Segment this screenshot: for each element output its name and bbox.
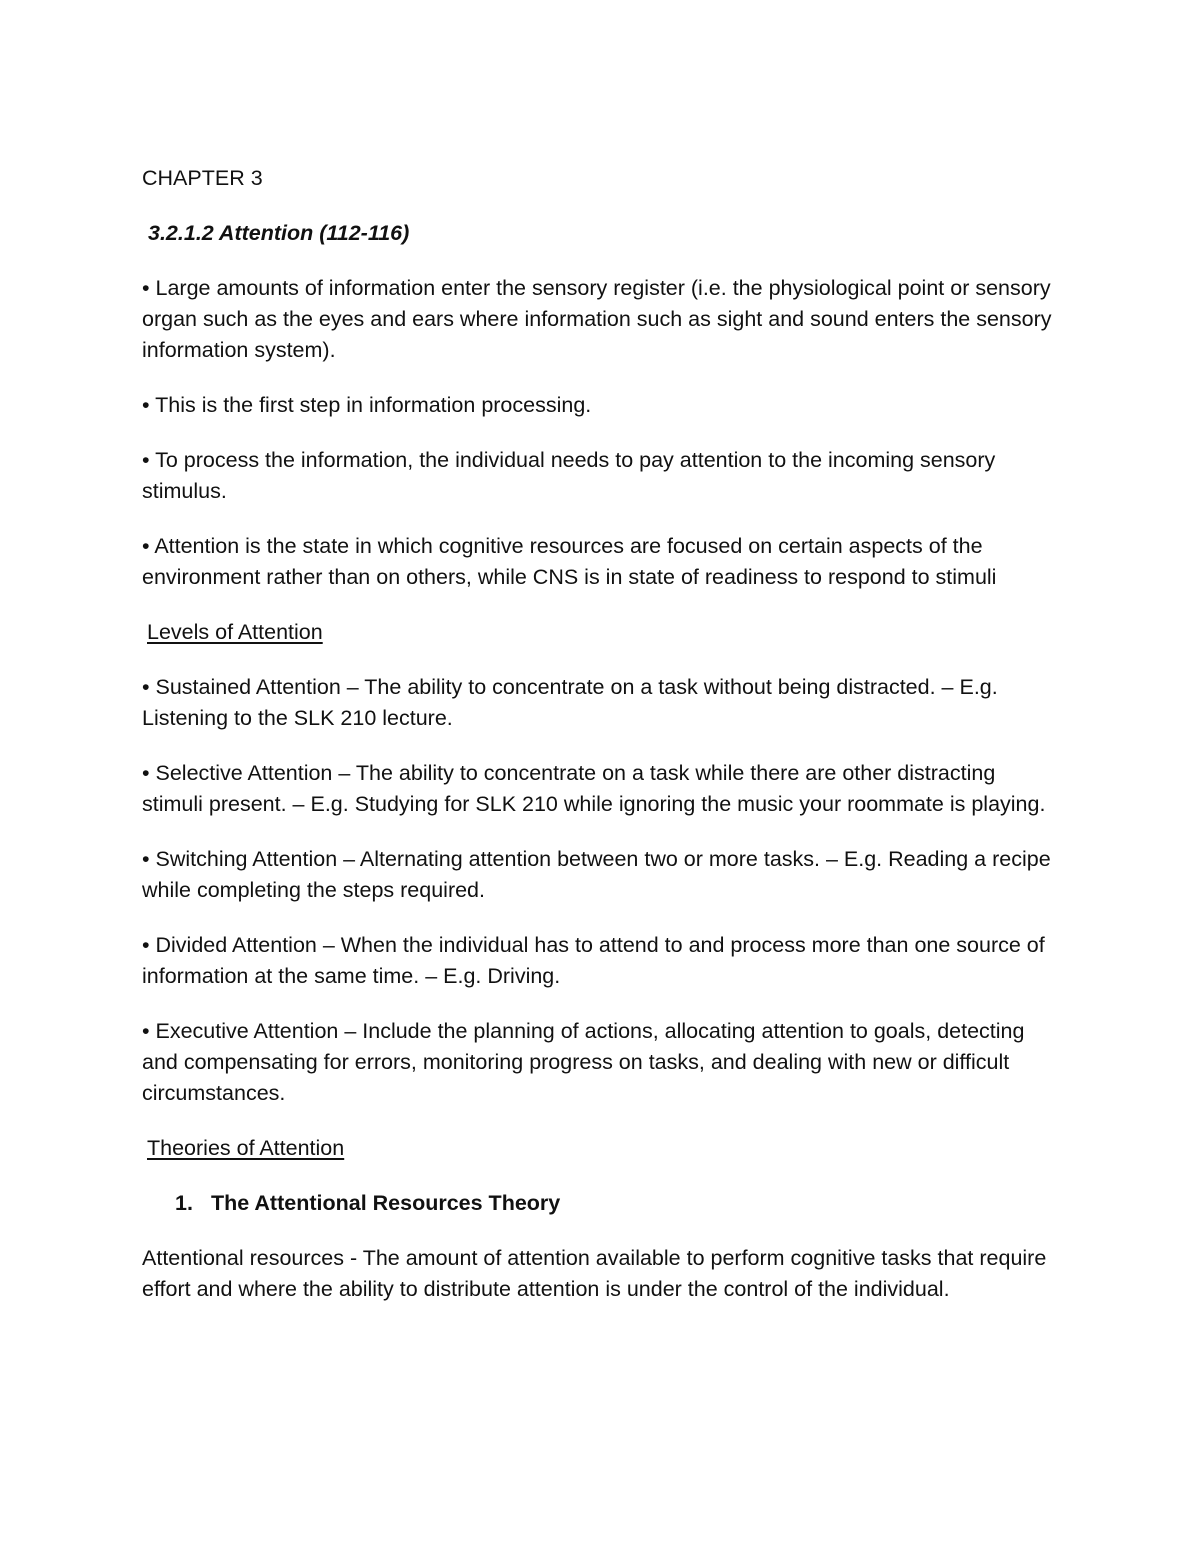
level-divided-attention: • Divided Attention – When the individual has to attend to and process more than one source of information at the same time. – E.g. Driving.	[142, 933, 1045, 988]
level-sustained-attention: • Sustained Attention – The ability to concentrate on a task without being distracted. – E.g. Listening to the SLK 210 lecture.	[142, 675, 998, 730]
theory-1-title: The Attentional Resources Theory	[211, 1191, 561, 1215]
level-selective-attention: • Selective Attention – The ability to concentrate on a task while there are other distracting stimuli present. – E.g. Studying for SLK 210 while ignoring the music your roommate is playing.	[142, 761, 1046, 816]
levels-heading: Levels of Attention	[147, 620, 323, 644]
level-switching-attention: • Switching Attention – Alternating attention between two or more tasks. – E.g. Reading a recipe while completing the steps required.	[142, 847, 1051, 902]
intro-bullet-sensory-register: • Large amounts of information enter the sensory register (i.e. the physiological point or sensory organ such as the eyes and ears where information such as sight and sound enters the sensory information system).	[142, 276, 1052, 362]
intro-bullet-pay-attention: • To process the information, the individual needs to pay attention to the incoming sensory stimulus.	[142, 448, 996, 503]
theory-1-heading	[142, 1188, 1062, 1219]
theories-heading: Theories of Attention	[147, 1136, 345, 1160]
document-content	[142, 163, 1062, 1329]
chapter-title: CHAPTER 3	[142, 166, 263, 190]
intro-bullet-first-step: • This is the first step in information processing.	[142, 393, 592, 417]
theory-1-number: 1.	[175, 1191, 193, 1215]
level-executive-attention: • Executive Attention – Include the planning of actions, allocating attention to goals, detecting and compensating for errors, monitoring progress on tasks, and dealing with new or difficult circumstances.	[142, 1019, 1025, 1105]
theory-1-text: Attentional resources - The amount of attention available to perform cognitive tasks that require effort and where the ability to distribute attention is under the control of the individual.	[142, 1246, 1047, 1301]
intro-bullet-attention-definition: • Attention is the state in which cognitive resources are focused on certain aspects of the environment rather than on others, while CNS is in state of readiness to respond to stimuli	[142, 534, 997, 589]
section-heading: 3.2.1.2 Attention (112-116)	[148, 221, 410, 245]
